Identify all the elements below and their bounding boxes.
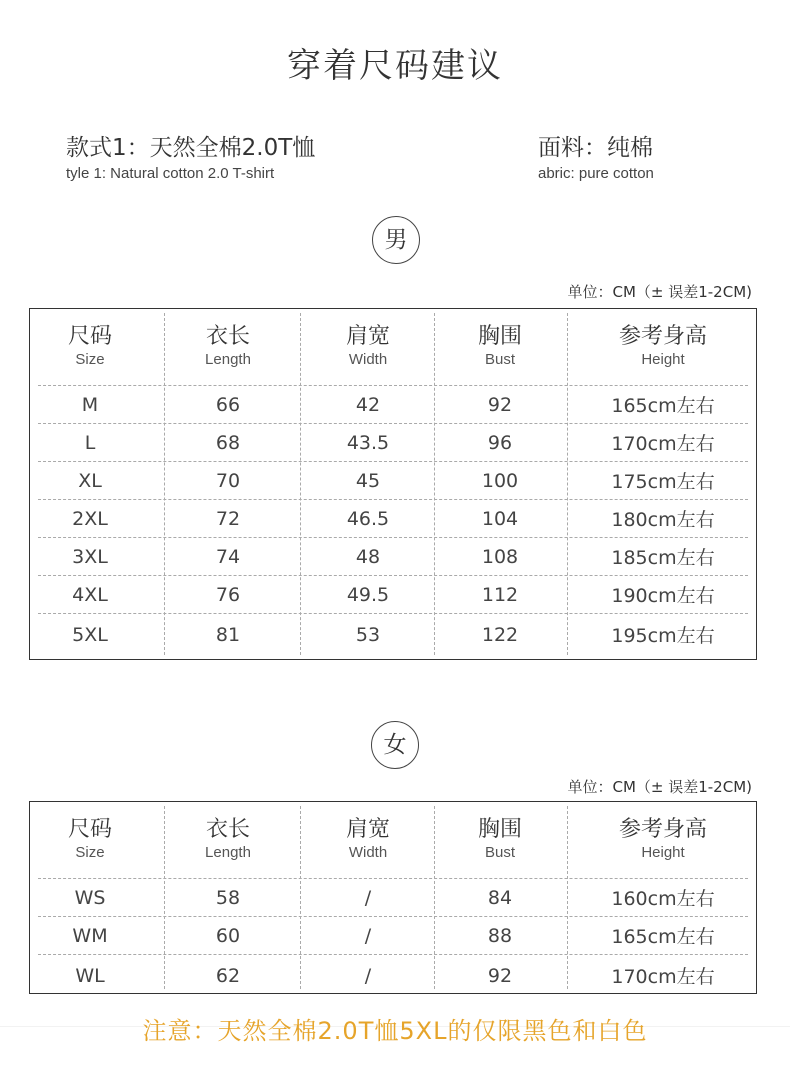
table-row	[30, 614, 756, 655]
table-cell: 46.5	[346, 507, 390, 530]
column-divider	[567, 806, 568, 989]
table-cell: 62	[215, 964, 241, 987]
table-cell: 4XL	[72, 583, 108, 606]
table-cell: 165cm左右	[611, 926, 715, 948]
table-cell: 96	[487, 431, 513, 454]
header-label-en: Bust	[484, 351, 515, 368]
table-cell: 122	[481, 623, 519, 646]
table-cell: 72	[215, 507, 241, 530]
table-cell: 45	[355, 469, 381, 492]
table-cell: 108	[481, 545, 519, 568]
table-cell: 165cm左右	[611, 395, 715, 417]
header-label-en: Height	[641, 844, 685, 861]
page-title: 穿着尺码建议	[287, 46, 503, 86]
table-cell: 180cm左右	[611, 509, 715, 531]
column-divider	[300, 313, 301, 655]
header-label-cn: 胸围	[477, 324, 522, 349]
table-cell: 170cm左右	[611, 966, 715, 988]
header-label-en: Size	[75, 351, 105, 368]
table-cell: 70	[215, 469, 241, 492]
column-divider	[434, 313, 435, 655]
header-label-en: Length	[205, 351, 251, 368]
header-label-cn: 胸围	[477, 817, 522, 842]
header-cell	[298, 802, 438, 878]
header-cell	[430, 309, 570, 385]
table-cell: 190cm左右	[611, 585, 715, 607]
header-label-en: Size	[75, 844, 105, 861]
header-cell	[593, 309, 733, 385]
table-row	[30, 955, 756, 996]
header-cell	[430, 802, 570, 878]
table-row	[30, 879, 756, 916]
table-cell: 5XL	[72, 623, 108, 646]
column-divider	[567, 313, 568, 655]
table-cell: 88	[487, 924, 513, 947]
header-label-en: Bust	[484, 844, 515, 861]
table-cell: 100	[481, 469, 519, 492]
table-row	[30, 917, 756, 954]
fabric-info-en: abric: pure cotton	[538, 165, 654, 182]
style-info-en: tyle 1: Natural cotton 2.0 T-shirt	[66, 165, 275, 182]
table-cell: /	[364, 924, 372, 947]
table-cell: WM	[72, 924, 108, 947]
table-cell: 60	[215, 924, 241, 947]
table-cell: 58	[215, 886, 241, 909]
table-cell: 92	[487, 393, 513, 416]
header-cell	[158, 309, 298, 385]
table-row	[30, 538, 756, 575]
fabric-info-cn: 面料：纯棉	[538, 135, 653, 161]
table-cell: 84	[487, 886, 513, 909]
header-label-en: Width	[348, 351, 388, 368]
table-row	[30, 462, 756, 499]
column-divider	[434, 806, 435, 989]
women-unit-note: 单位：CM（± 误差1-2CM)	[567, 778, 752, 796]
table-cell: 92	[487, 964, 513, 987]
header-label-cn: 衣长	[205, 324, 250, 349]
women-size-table	[29, 801, 757, 994]
table-cell: 175cm左右	[611, 471, 715, 493]
header-label-cn: 尺码	[67, 324, 112, 349]
header-label-cn: 参考身高	[618, 324, 707, 349]
table-cell: XL	[78, 469, 102, 492]
header-label-cn: 衣长	[205, 817, 250, 842]
table-cell: 68	[215, 431, 241, 454]
table-row	[30, 424, 756, 461]
style-info-cn: 款式1：天然全棉2.0T恤	[66, 135, 316, 161]
table-cell: 170cm左右	[611, 433, 715, 455]
header-cell	[20, 309, 160, 385]
header-cell	[158, 802, 298, 878]
men-unit-note: 单位：CM（± 误差1-2CM)	[567, 283, 752, 301]
header-label-en: Length	[205, 844, 251, 861]
table-cell: M	[81, 393, 99, 416]
header-cell	[298, 309, 438, 385]
table-cell: 49.5	[346, 583, 390, 606]
table-cell: 53	[355, 623, 381, 646]
column-divider	[164, 806, 165, 989]
table-cell: 48	[355, 545, 381, 568]
header-cell	[593, 802, 733, 878]
table-cell: /	[364, 964, 372, 987]
table-cell: 74	[215, 545, 241, 568]
table-cell: 195cm左右	[611, 625, 715, 647]
table-cell: 76	[215, 583, 241, 606]
table-cell: L	[84, 431, 96, 454]
table-row	[30, 386, 756, 423]
header-row	[30, 309, 756, 385]
table-row	[30, 576, 756, 613]
table-cell: 104	[481, 507, 519, 530]
table-cell: /	[364, 886, 372, 909]
table-cell: 66	[215, 393, 241, 416]
header-label-cn: 参考身高	[618, 817, 707, 842]
column-divider	[300, 806, 301, 989]
table-cell: WS	[74, 886, 106, 909]
note-text: 注意：天然全棉2.0T恤5XL的仅限黑色和白色	[142, 1017, 648, 1045]
header-cell	[20, 802, 160, 878]
men-size-table	[29, 308, 757, 660]
header-label-en: Height	[641, 351, 685, 368]
header-label-cn: 肩宽	[345, 817, 390, 842]
table-cell: 81	[215, 623, 241, 646]
header-label-cn: 尺码	[67, 817, 112, 842]
fabric-info	[538, 133, 654, 185]
table-row	[30, 500, 756, 537]
table-cell: 42	[355, 393, 381, 416]
table-cell: WL	[75, 964, 105, 987]
column-divider	[164, 313, 165, 655]
table-cell: 3XL	[72, 545, 108, 568]
header-row	[30, 802, 756, 878]
table-cell: 2XL	[72, 507, 108, 530]
men-badge: 男	[372, 216, 420, 264]
table-cell: 185cm左右	[611, 547, 715, 569]
header-label-cn: 肩宽	[345, 324, 390, 349]
table-cell: 160cm左右	[611, 888, 715, 910]
style-info	[66, 133, 315, 185]
table-cell: 112	[481, 583, 519, 606]
women-badge: 女	[371, 721, 419, 769]
header-label-en: Width	[348, 844, 388, 861]
table-cell: 43.5	[346, 431, 390, 454]
